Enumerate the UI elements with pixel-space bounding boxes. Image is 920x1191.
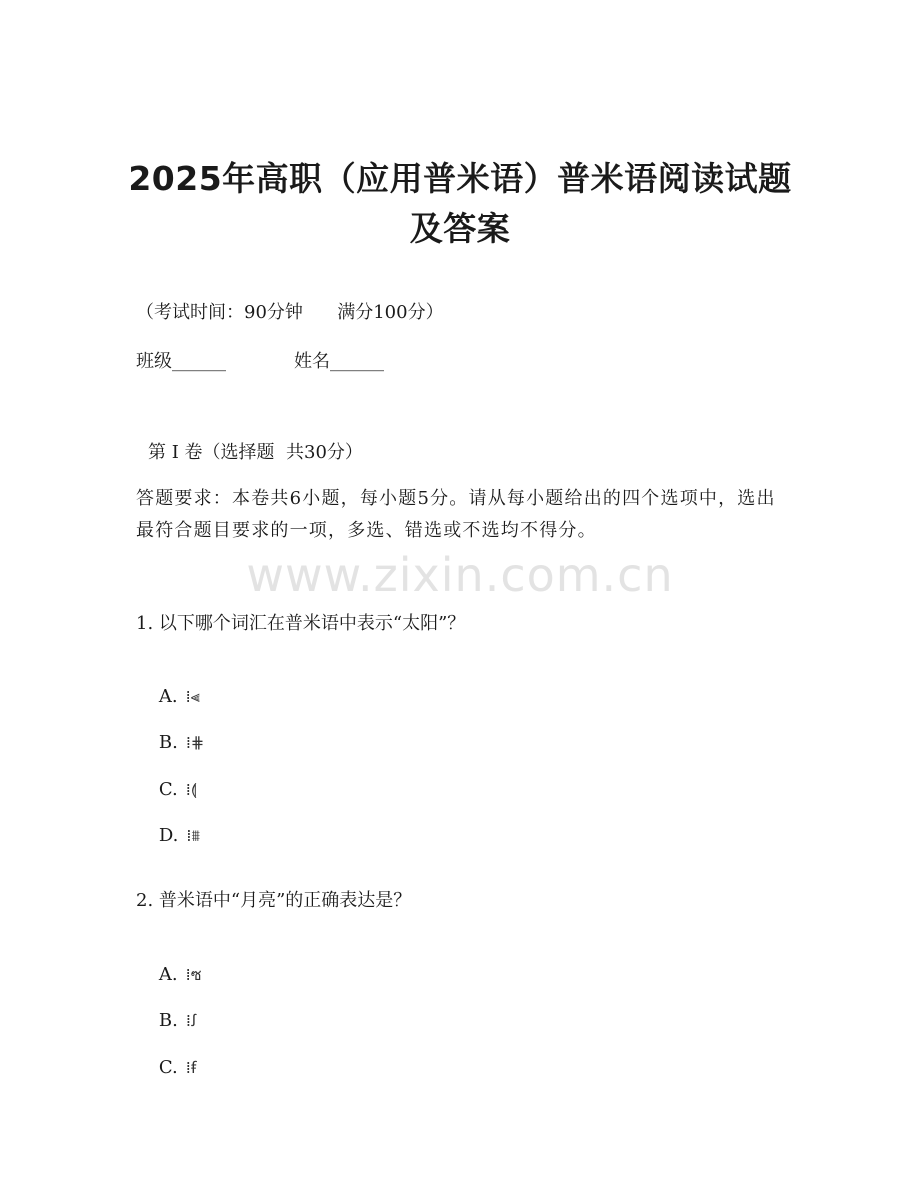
option-letter: A. bbox=[158, 964, 178, 985]
option-glyph: ⁞⫷ bbox=[185, 687, 200, 706]
exam-info: （考试时间：90分钟 满分100分） bbox=[136, 302, 444, 323]
option-glyph: ⁞⟬ bbox=[185, 780, 197, 799]
option-letter: D. bbox=[158, 825, 179, 846]
option-letter: B. bbox=[158, 1010, 178, 1031]
document-title-line-1: 2025年高职（应用普米语）普米语阅读试题 bbox=[128, 159, 792, 198]
option-letter: C. bbox=[158, 779, 178, 800]
question-1-option-d bbox=[136, 797, 200, 875]
option-glyph: ⁞⩩ bbox=[186, 826, 201, 845]
option-letter: B. bbox=[158, 732, 178, 753]
option-letter: C. bbox=[158, 1057, 178, 1078]
document-title-line-2: 及答案 bbox=[409, 209, 511, 248]
option-glyph: ⁞ꭍ bbox=[185, 1011, 197, 1030]
question-1-stem: 1. 以下哪个词汇在普米语中表示“太阳”？ bbox=[136, 613, 466, 634]
section-heading: 第 I 卷（选择题 共30分） bbox=[148, 442, 363, 463]
question-2-option-c bbox=[136, 1029, 196, 1107]
name-field: 姓名______ bbox=[294, 351, 384, 372]
instructions-paragraph: 答题要求：本卷共6小题，每小题5分。请从每小题给出的四个选项中，选出最符合题目要求的一项，多选、错选或不选均不得分。 bbox=[136, 488, 776, 541]
option-letter: A. bbox=[158, 686, 178, 707]
class-field: 班级______ bbox=[136, 351, 226, 372]
watermark: www.zixin.com.cn bbox=[246, 548, 674, 602]
option-glyph: ⁞ซ bbox=[185, 965, 202, 984]
option-glyph: ⁞ꞙ bbox=[185, 1058, 197, 1077]
option-glyph: ⁞⋕ bbox=[185, 733, 205, 752]
question-2-stem: 2. 普米语中“月亮”的正确表达是？ bbox=[136, 890, 412, 911]
